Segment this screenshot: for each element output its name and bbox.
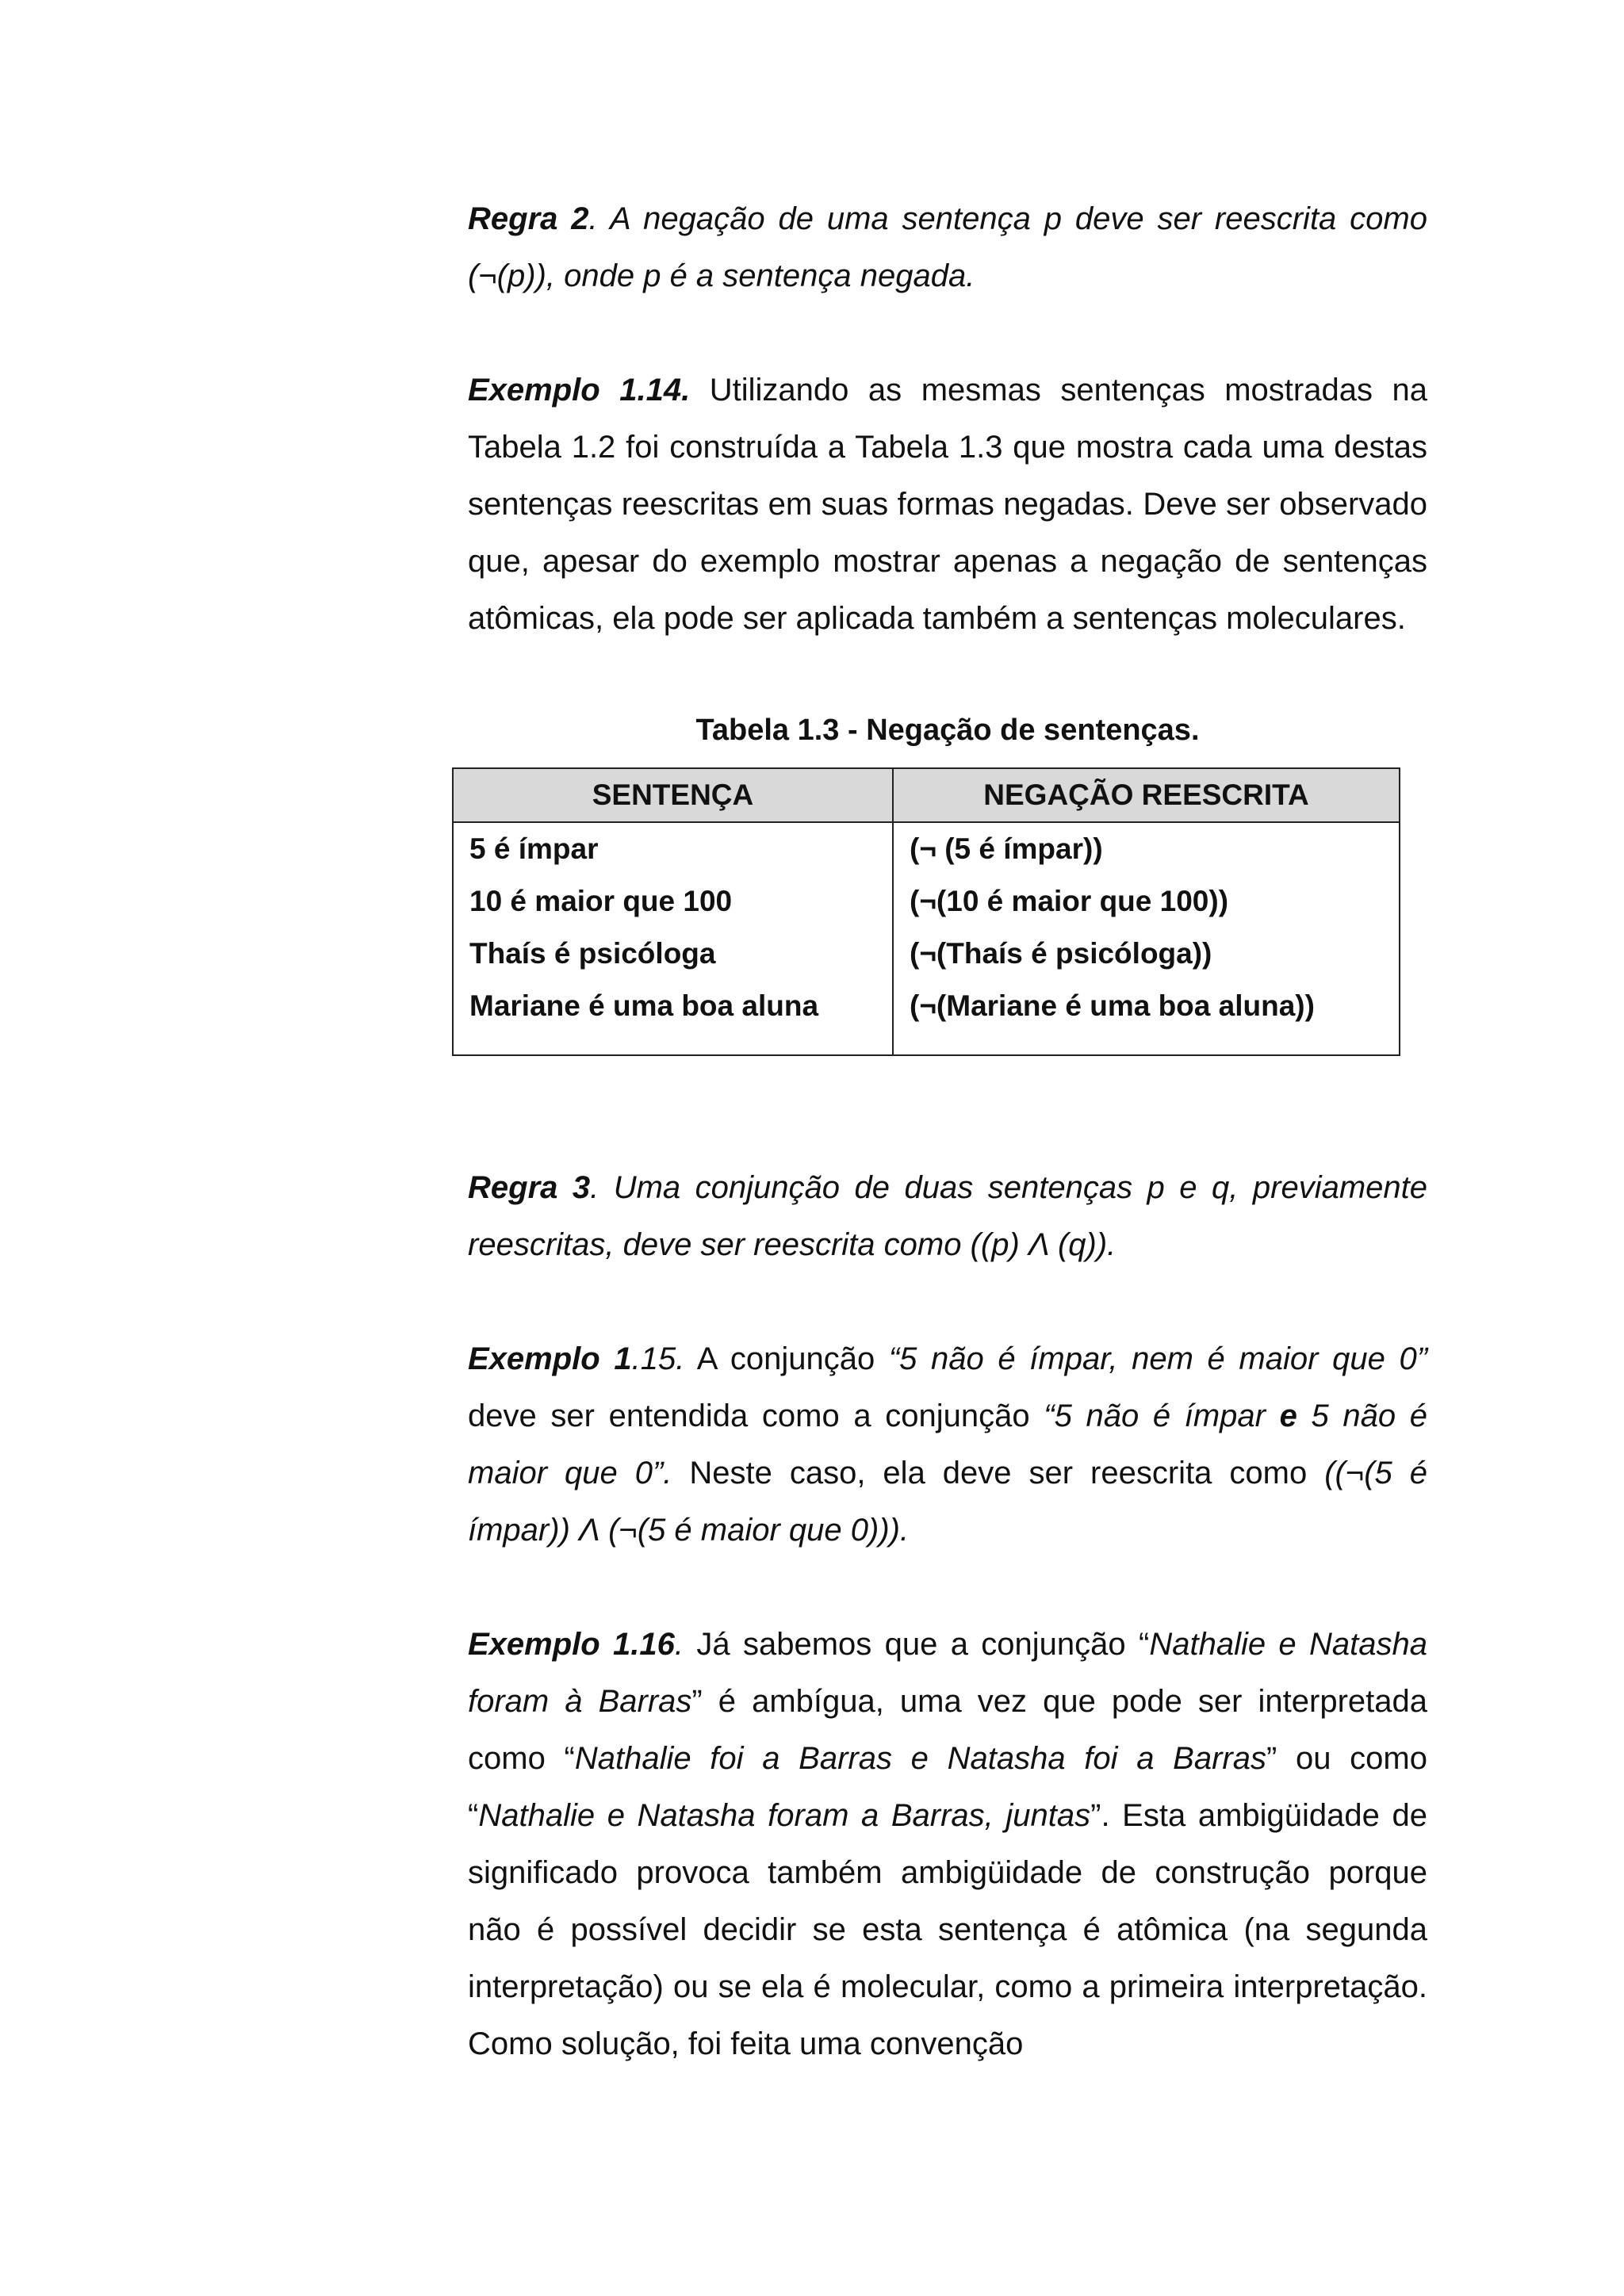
exemplo-1-15-label-rest: .15. (631, 1341, 685, 1376)
exemplo-1-16-text-2: ” é ambígua, uma vez que pode ser interpretada como “ (468, 1684, 1428, 1776)
exemplo-1-15-paragraph (468, 1330, 1427, 1559)
exemplo-1-15-quote-2a: “5 não é ímpar (1044, 1399, 1280, 1433)
table-row (453, 875, 1400, 928)
table-cell-sentence: Mariane é uma boa aluna (453, 980, 893, 1055)
exemplo-1-14-label: Exemplo 1.14. (468, 373, 691, 408)
table-row (453, 928, 1400, 980)
exemplo-1-16-quote-1: Nathalie e Natasha foram à Barras (468, 1627, 1428, 1719)
table-row (453, 980, 1400, 1055)
table-cell-sentence: 5 é ímpar (453, 822, 893, 875)
table-cell-negation: (¬(Mariane é uma boa aluna)) (893, 980, 1400, 1055)
table-cell-negation: (¬(Thaís é psicóloga)) (893, 928, 1400, 980)
table-cell-negation: (¬(10 é maior que 100)) (893, 875, 1400, 928)
document-page (468, 190, 1427, 2072)
exemplo-1-16-dot: . (674, 1627, 684, 1662)
regra-3-text: . Uma conjunção de duas sentenças p e q, previamente reescritas, deve ser reescrita como ((p) Λ (q)). (468, 1170, 1427, 1262)
table-header-negacao: NEGAÇÃO REESCRITA (893, 768, 1400, 822)
exemplo-1-16-quote-3: Nathalie e Natasha foram a Barras, juntas (478, 1798, 1091, 1833)
exemplo-1-16-text-1: Já sabemos que a conjunção “ (684, 1627, 1150, 1662)
exemplo-1-15-label: Exemplo 1 (468, 1341, 632, 1376)
exemplo-1-16-label: Exemplo 1.16 (468, 1627, 675, 1662)
regra-2-text: . A negação de uma sentença p deve ser reescrita como (¬(p)), onde p é a sentença negada. (468, 201, 1427, 293)
table-caption: Tabela 1.3 - Negação de sentenças. (695, 714, 1200, 747)
regra-3-label: Regra 3 (468, 1170, 591, 1205)
exemplo-1-14-text: Utilizando as mesmas sentenças mostradas na Tabela 1.2 foi construída a Tabela 1.3 que mostra cada uma destas sentenças reescritas em suas formas negadas. Deve ser observado que, apesar do exemplo mostrar apenas a negação de sentenças atômicas, ela pode ser aplicada também a sentenças moleculares. (468, 373, 1428, 636)
table-header-row (453, 768, 1400, 822)
exemplo-1-15-quote-2b: e (1279, 1399, 1297, 1433)
regra-3-paragraph (468, 1159, 1427, 1273)
table-cell-negation: (¬ (5 é ímpar)) (893, 822, 1400, 875)
exemplo-1-15-quote-3: ((¬(5 é ímpar)) Λ (¬(5 é maior que 0))). (468, 1456, 1427, 1548)
exemplo-1-15-text-1: A conjunção (684, 1341, 889, 1376)
regra-2-paragraph (468, 190, 1427, 304)
exemplo-1-15-text-3: Neste caso, ela deve ser reescrita como (672, 1456, 1325, 1490)
table-cell-sentence: Thaís é psicóloga (453, 928, 893, 980)
exemplo-1-16-quote-2: Nathalie foi a Barras e Natasha foi a Barras (574, 1741, 1266, 1776)
table-row (453, 822, 1400, 875)
exemplo-1-14-paragraph (468, 362, 1427, 647)
exemplo-1-16-text-4: ”. Esta ambigüidade de significado provoca também ambigüidade de construção porque não é possível decidir se esta sentença é atômica (na segunda interpretação) ou se ela é molecular, como a primeira interpretação. Como solução, foi feita uma convenção (468, 1798, 1427, 2061)
exemplo-1-15-quote-1: “5 não é ímpar, nem é maior que 0” (888, 1341, 1428, 1376)
exemplo-1-15-text-2: deve ser entendida como a conjunção (468, 1399, 1044, 1433)
table-header-sentenca: SENTENÇA (453, 768, 893, 822)
exemplo-1-16-text-3: ” ou como “ (468, 1741, 1427, 1833)
table-cell-sentence: 10 é maior que 100 (453, 875, 893, 928)
negation-table (452, 767, 1400, 1056)
exemplo-1-16-paragraph (468, 1616, 1427, 2072)
exemplo-1-15-quote-2c: 5 não é maior que 0”. (468, 1399, 1427, 1490)
regra-2-label: Regra 2 (468, 201, 589, 236)
